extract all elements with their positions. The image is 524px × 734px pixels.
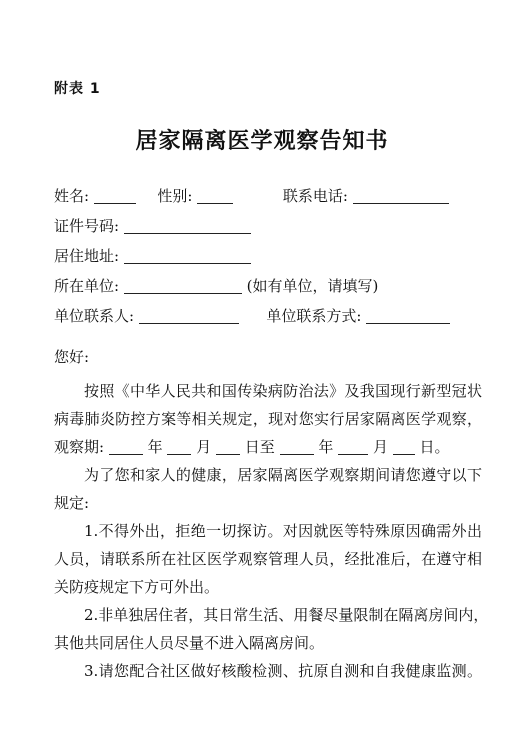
start-month-unit: 月 [196,438,212,456]
paragraph1-line1: 按照《中华人民共和国传染病防治法》及我国现行新型冠状 [84,382,482,400]
period-label: 观察期: [54,438,105,456]
rule1-line2: 人员，请联系所在社区医学观察管理人员，经批准后，在遵守相 [54,550,482,568]
start-year-blank[interactable] [109,438,143,455]
address-blank[interactable] [124,247,251,264]
rule3-line1: 3.请您配合社区做好核酸检测、抗原自测和自我健康监测。 [84,662,482,680]
address-label: 居住地址: [54,247,120,265]
end-day-blank[interactable] [393,438,415,455]
paragraph1-line2: 病毒肺炎防控方案等相关规定，现对您实行居家隔离医学观察， [54,410,482,428]
observation-period-line [54,434,482,462]
gender-label: 性别: [157,187,193,205]
id-row [54,214,474,244]
attachment-label: 附表 1 [54,81,101,97]
phone-blank[interactable] [353,187,449,204]
rule1-line3: 关防疫规定下方可外出。 [54,578,220,596]
unit-contact-method-label: 单位联系方式: [266,307,362,325]
name-blank[interactable] [94,187,136,204]
end-month-unit: 月 [372,438,388,456]
gender-blank[interactable] [197,187,233,204]
rule2-line1: 2.非单独居住者，其日常生活、用餐尽量限制在隔离房间内， [84,606,489,624]
employer-note: (如有单位，请填写) [246,277,379,295]
employer-row [54,274,474,304]
notice-body [54,344,489,686]
unit-contact-row [54,304,474,334]
end-day-unit: 日。 [419,438,450,456]
address-row [54,244,474,274]
greeting: 您好: [54,348,90,366]
name-row [54,184,474,214]
id-blank[interactable] [124,217,251,234]
start-day-unit: 日至 [244,438,275,456]
rule2-line2: 其他共同居住人员尽量不进入隔离房间。 [54,634,325,652]
personal-info-fields [54,184,474,334]
start-year-unit: 年 [147,438,163,456]
unit-contact-blank[interactable] [139,307,239,324]
end-year-blank[interactable] [280,438,314,455]
name-label: 姓名: [54,187,90,205]
phone-label: 联系电话: [282,187,348,205]
start-day-blank[interactable] [216,438,240,455]
employer-label: 所在单位: [54,277,120,295]
employer-blank[interactable] [124,277,242,294]
start-month-blank[interactable] [167,438,191,455]
document-title: 居家隔离医学观察告知书 [135,128,389,154]
end-month-blank[interactable] [338,438,368,455]
unit-contact-method-blank[interactable] [366,307,450,324]
paragraph2-line1: 为了您和家人的健康，居家隔离医学观察期间请您遵守以下 [84,466,482,484]
unit-contact-label: 单位联系人: [54,307,135,325]
id-label: 证件号码: [54,217,120,235]
paragraph2-line2: 规定: [54,494,90,512]
rule1-line1: 1.不得外出，拒绝一切探访。对因就医等特殊原因确需外出 [84,522,482,540]
end-year-unit: 年 [318,438,334,456]
